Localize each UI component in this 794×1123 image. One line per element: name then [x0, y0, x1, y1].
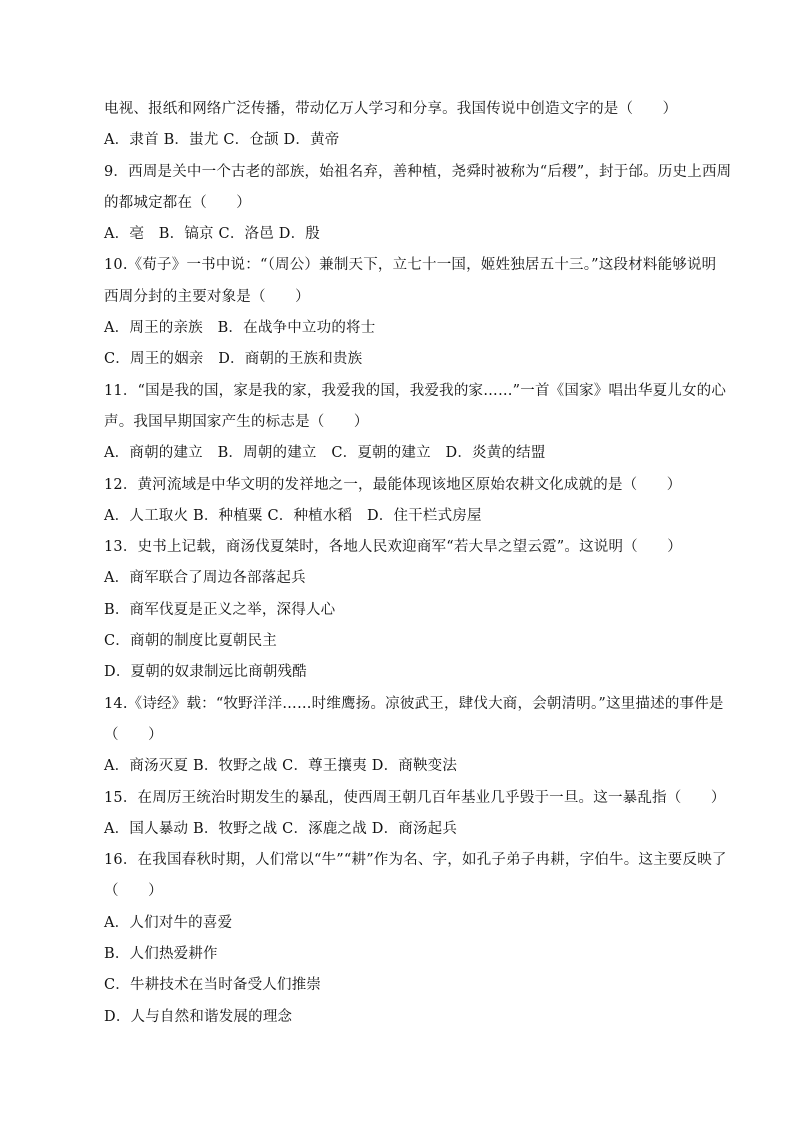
- answer-option: A．商军联合了周边各部落起兵: [104, 570, 306, 587]
- answer-options: A．亳 B．镐京 C．洛邑 D．殷: [104, 226, 320, 243]
- answer-options: A．商汤灭夏 B．牧野之战 C．尊王攘夷 D．商鞅变法: [104, 758, 458, 775]
- text-line: 的都城定都在（ ）: [104, 194, 251, 211]
- answer-options: A．周王的亲族 B．在战争中立功的将士: [104, 320, 376, 337]
- question-16: 16．在我国春秋时期，人们常以“牛”“耕”作为名、字，如孔子弟子冉耕，字伯牛。这主要反映了: [104, 852, 727, 869]
- answer-options: A．人工取火 B．种植粟 C．种植水稻 D．住干栏式房屋: [104, 507, 482, 524]
- question-9: 9．西周是关中一个古老的部族，始祖名弃，善种植，尧舜时被称为“后稷”，封于邰。历史上西周: [104, 163, 732, 180]
- answer-option: A．人们对牛的喜爱: [104, 914, 233, 931]
- answer-options: A．商朝的建立 B．周朝的建立 C．夏朝的建立 D．炎黄的结盟: [104, 445, 546, 462]
- question-11: 11．“国是我的国，家是我的家，我爱我的国，我爱我的家……”一首《国家》唱出华夏儿女的心: [104, 382, 727, 399]
- answer-option: D．夏朝的奴隶制远比商朝残酷: [104, 664, 307, 681]
- answer-options: C．周王的姻亲 D．商朝的王族和贵族: [104, 351, 363, 368]
- answer-options: A．国人暴动 B．牧野之战 C．涿鹿之战 D．商汤起兵: [104, 820, 458, 837]
- text-line: 西周分封的主要对象是（ ）: [104, 288, 310, 305]
- document-body: [104, 94, 732, 1033]
- question-15: 15．在周厉王统治时期发生的暴乱，使西周王朝几百年基业几乎毁于一旦。这一暴乱指（ ）: [104, 789, 726, 806]
- answer-option: C．商朝的制度比夏朝民主: [104, 633, 277, 650]
- answer-option: D．人与自然和谐发展的理念: [104, 1008, 293, 1025]
- answer-options: A．隶首 B．蚩尤 C．仓颉 D．黄帝: [104, 132, 340, 149]
- text-line: 电视、报纸和网络广泛传播，带动亿万人学习和分享。我国传说中创造文字的是（ ）: [104, 101, 678, 117]
- question-12: 12．黄河流域是中华文明的发祥地之一，最能体现该地区原始农耕文化成就的是（ ）: [104, 476, 682, 493]
- question-10: 10.《荀子》一书中说：“（周公）兼制天下，立七十一国，姬姓独居五十三。”这段材料能够说明: [104, 257, 717, 274]
- text-line: （ ）: [104, 883, 163, 900]
- question-13: 13．史书上记载，商汤伐夏桀时，各地人民欢迎商军“若大旱之望云霓”。这说明（ ）: [104, 539, 682, 556]
- answer-option: C．牛耕技术在当时备受人们推崇: [104, 977, 322, 994]
- answer-option: B．商军伐夏是正义之举，深得人心: [104, 601, 336, 618]
- text-line: （ ）: [104, 726, 163, 743]
- text-line: 声。我国早期国家产生的标志是（ ）: [104, 413, 369, 430]
- question-14: 14.《诗经》载：“牧野洋洋……时维鹰扬。凉彼武王，肆伐大商，会朝清明。”这里描述的事件是: [104, 695, 724, 712]
- answer-option: B．人们热爱耕作: [104, 946, 218, 963]
